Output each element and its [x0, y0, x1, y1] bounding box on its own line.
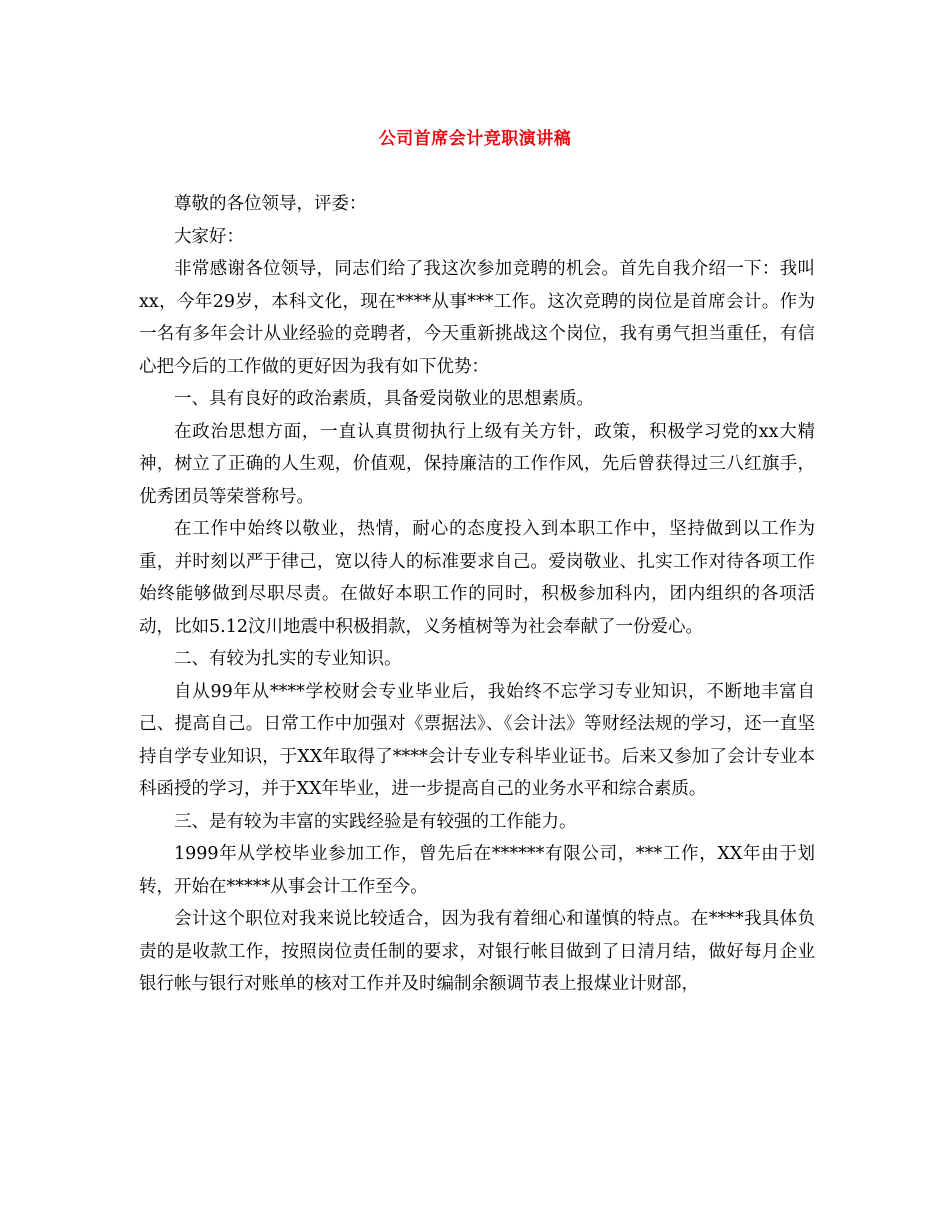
- paragraph-education: 自从99年从****学校财会专业毕业后，我始终不忘学习专业知识，不断地丰富自己、提高自己。日常工作中加强对《票据法》、《会计法》等财经法规的学习，还一直坚持自学专业知识，于XX年取得了****会计专业专科毕业证书。后来又参加了会计专业本科函授的学习，并于XX年毕业，进一步提高自己的业务水平和综合素质。: [139, 681, 815, 799]
- paragraph-intro: 非常感谢各位领导，同志们给了我这次参加竞聘的机会。首先自我介绍一下：我叫xx，今年29岁，本科文化，现在****从事***工作。这次竞聘的岗位是首席会计。作为一名有多年会计从业经验的竞聘者，今天重新挑战这个岗位，我有勇气担当重任，有信心把今后的工作做的更好因为我有如下优势：: [139, 259, 815, 377]
- section-heading-2: 二、有较为扎实的专业知识。: [174, 649, 402, 669]
- paragraph-responsibilities: 会计这个职位对我来说比较适合，因为我有着细心和谨慎的特点。在****我具体负责的是收款工作，按照岗位责任制的要求，对银行帐目做到了日清月结，做好每月企业银行帐与银行对账单的核对工作并及时编制余额调节表上报煤业计财部，: [139, 909, 815, 994]
- paragraph-work-attitude: 在工作中始终以敬业，热情，耐心的态度投入到本职工作中，坚持做到以工作为重，并时刻以严于律己，宽以待人的标准要求自己。爱岗敬业、扎实工作对待各项工作始终能够做到尽职尽责。在做好本职工作的同时，积极参加科内，团内组织的各项活动，比如5.12汶川地震中积极捐款，义务植树等为社会奉献了一份爱心。: [139, 519, 815, 637]
- document-body: [139, 188, 815, 1001]
- section-heading-3: 三、是有较为丰富的实践经验是有较强的工作能力。: [174, 811, 577, 832]
- greeting: 大家好：: [174, 226, 244, 247]
- section-heading-1: 一、具有良好的政治素质，具备爱岗敬业的思想素质。: [174, 389, 594, 409]
- document-title: 公司首席会计竞职演讲稿: [378, 129, 572, 149]
- paragraph-work-history: 1999年从学校毕业参加工作，曾先后在******有限公司，***工作，XX年由于划转，开始在*****从事会计工作至今。: [139, 844, 815, 897]
- paragraph-political: 在政治思想方面，一直认真贯彻执行上级有关方针，政策，积极学习党的xx大精神，树立了正确的人生观，价值观，保持廉洁的工作作风，先后曾获得过三八红旗手，优秀团员等荣誉称号。: [139, 421, 815, 507]
- salutation: 尊敬的各位领导，评委：: [174, 194, 367, 214]
